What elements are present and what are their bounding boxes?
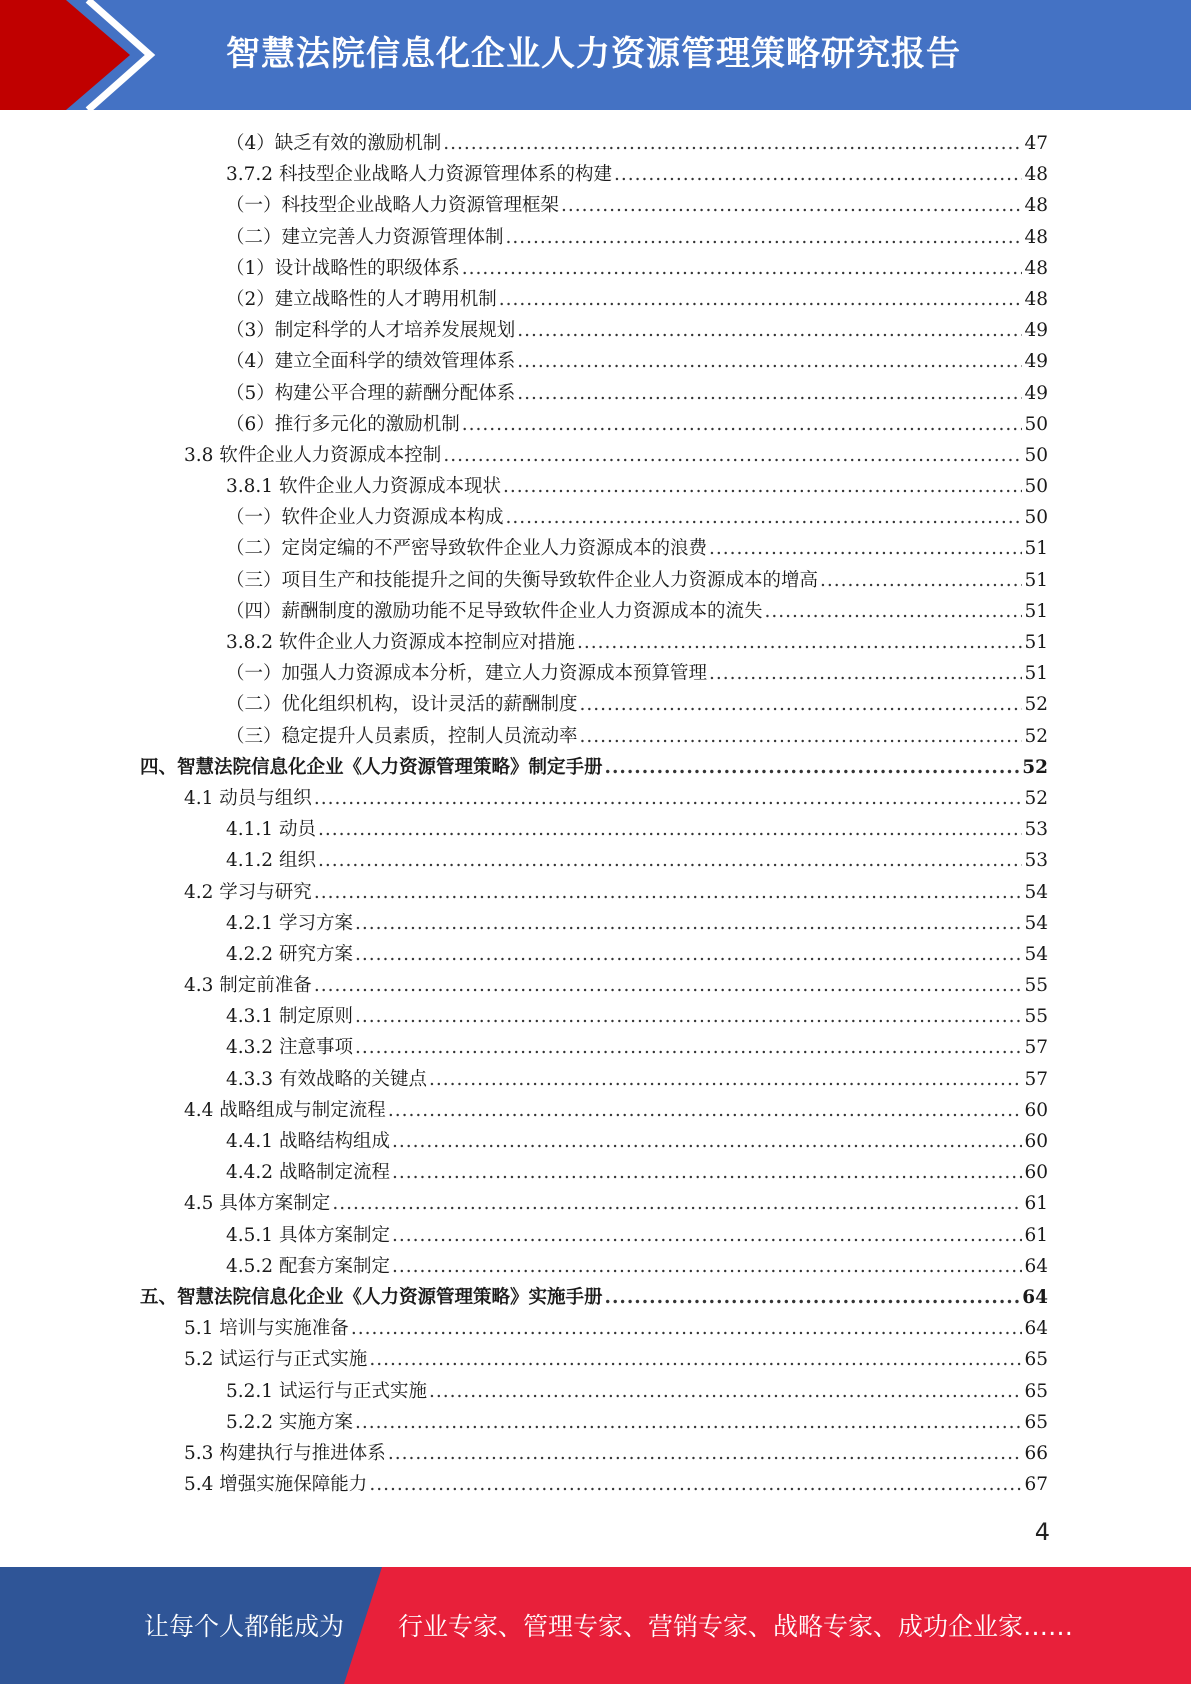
toc-dot-leader <box>709 533 1022 564</box>
toc-entry-label: 4.1.2 组织 <box>226 850 316 872</box>
toc-dot-leader <box>369 1344 1022 1375</box>
toc-dot-leader <box>392 1157 1022 1188</box>
toc-entry[interactable] <box>140 533 1048 564</box>
toc-entry-label: （6）推行多元化的激励机制 <box>226 413 460 435</box>
toc-dot-leader <box>765 596 1023 627</box>
toc-entry-page: 60 <box>1024 1131 1048 1152</box>
toc-entry-label: （二）定岗定编的不严密导致软件企业人力资源成本的浪费 <box>226 538 708 560</box>
toc-dot-leader <box>355 908 1023 939</box>
toc-entry[interactable] <box>140 596 1048 627</box>
toc-entry-label: 四、智慧法院信息化企业《人力资源管理策略》制定手册 <box>140 756 603 778</box>
toc-entry-page: 50 <box>1024 476 1048 498</box>
toc-entry[interactable] <box>140 284 1048 315</box>
toc-dot-leader <box>614 159 1022 190</box>
toc-entry-page: 49 <box>1024 382 1048 404</box>
toc-entry[interactable] <box>140 128 1048 159</box>
toc-entry-page: 49 <box>1024 351 1048 373</box>
toc-entry-label: （4）缺乏有效的激励机制 <box>226 133 442 154</box>
toc-entry[interactable] <box>140 1282 1048 1313</box>
toc-entry-label: 4.5 具体方案制定 <box>184 1193 331 1215</box>
toc-entry-page: 50 <box>1024 507 1048 529</box>
toc-entry-label: 5.3 构建执行与推进体系 <box>184 1442 386 1464</box>
toc-dot-leader <box>355 1001 1023 1032</box>
toc-entry-label: 4.4.1 战略结构组成 <box>226 1131 390 1152</box>
toc-entry[interactable] <box>140 471 1048 502</box>
toc-entry[interactable] <box>140 658 1048 689</box>
toc-entry-label: 4.4 战略组成与制定流程 <box>184 1099 386 1121</box>
toc-entry-page: 64 <box>1024 1255 1048 1277</box>
toc-entry-label: 4.1 动员与组织 <box>184 787 312 809</box>
toc-entry[interactable] <box>140 253 1048 284</box>
toc-dot-leader <box>332 1188 1022 1219</box>
toc-entry-page: 48 <box>1024 257 1048 279</box>
toc-entry[interactable] <box>140 1220 1048 1251</box>
toc-entry-page: 57 <box>1024 1068 1048 1090</box>
toc-entry[interactable] <box>140 1095 1048 1126</box>
toc-entry-page: 53 <box>1024 850 1048 872</box>
toc-entry[interactable] <box>140 1001 1048 1032</box>
toc-entry-page: 48 <box>1024 226 1048 248</box>
toc-entry-label: 3.7.2 科技型企业战略人力资源管理体系的构建 <box>226 164 612 186</box>
toc-entry-label: 4.3 制定前准备 <box>184 975 312 997</box>
toc-entry-label: 4.4.2 战略制定流程 <box>226 1162 390 1184</box>
header-arrow-graphic <box>0 0 160 110</box>
toc-dot-leader <box>388 1095 1023 1126</box>
toc-dot-leader <box>517 378 1022 409</box>
toc-dot-leader <box>499 284 1023 315</box>
toc-entry-page: 47 <box>1024 133 1048 154</box>
toc-entry-label: 4.5.1 具体方案制定 <box>226 1224 390 1246</box>
table-of-contents <box>140 128 1048 1500</box>
toc-entry[interactable] <box>140 1064 1048 1095</box>
toc-dot-leader <box>506 222 1023 253</box>
toc-entry-page: 55 <box>1024 1006 1048 1028</box>
toc-entry-label: 5.4 增强实施保障能力 <box>184 1474 368 1496</box>
toc-entry-label: 4.5.2 配套方案制定 <box>226 1255 390 1277</box>
toc-entry[interactable] <box>140 1344 1048 1375</box>
toc-entry[interactable] <box>140 689 1048 720</box>
toc-dot-leader <box>443 128 1022 159</box>
toc-entry[interactable] <box>140 939 1048 970</box>
toc-entry-page: 52 <box>1024 725 1048 747</box>
toc-entry-page: 48 <box>1024 164 1048 186</box>
toc-dot-leader <box>506 502 1023 533</box>
toc-entry[interactable] <box>140 378 1048 409</box>
toc-entry-page: 65 <box>1024 1380 1048 1402</box>
toc-entry-page: 50 <box>1024 413 1048 435</box>
toc-entry-page: 48 <box>1024 195 1048 217</box>
toc-dot-leader <box>462 253 1023 284</box>
toc-entry[interactable] <box>140 502 1048 533</box>
toc-dot-leader <box>820 565 1022 596</box>
toc-entry[interactable] <box>140 908 1048 939</box>
toc-dot-leader <box>318 814 1023 845</box>
toc-entry-label: 4.3.1 制定原则 <box>226 1006 353 1028</box>
toc-entry-label: （2）建立战略性的人才聘用机制 <box>226 288 497 310</box>
toc-dot-leader <box>517 346 1022 377</box>
toc-entry-page: 51 <box>1024 600 1048 622</box>
toc-entry-page: 61 <box>1024 1224 1048 1246</box>
toc-dot-leader <box>462 409 1023 440</box>
toc-dot-leader <box>443 440 1022 471</box>
toc-dot-leader <box>580 689 1023 720</box>
toc-dot-leader <box>355 939 1023 970</box>
toc-entry[interactable] <box>140 752 1048 783</box>
toc-entry[interactable] <box>140 1188 1048 1219</box>
toc-entry-page: 51 <box>1024 632 1048 653</box>
toc-entry[interactable] <box>140 1126 1048 1157</box>
toc-dot-leader <box>392 1251 1022 1282</box>
toc-entry-label: 5.2 试运行与正式实施 <box>184 1349 368 1371</box>
toc-dot-leader <box>314 877 1023 908</box>
toc-entry-page: 51 <box>1024 663 1048 685</box>
toc-dot-leader <box>314 970 1023 1001</box>
toc-entry-page: 64 <box>1022 1286 1048 1308</box>
toc-entry-label: 4.2.1 学习方案 <box>226 912 353 934</box>
toc-entry-label: 4.2 学习与研究 <box>184 881 312 903</box>
toc-entry-label: （一）科技型企业战略人力资源管理框架 <box>226 195 560 217</box>
toc-entry-page: 52 <box>1024 694 1048 716</box>
toc-entry-label: （一）加强人力资源成本分析，建立人力资源成本预算管理 <box>226 663 708 685</box>
toc-entry-page: 66 <box>1024 1442 1048 1464</box>
toc-entry-label: （四）薪酬制度的激励功能不足导致软件企业人力资源成本的流失 <box>226 600 763 622</box>
footer-slogan-left: 让每个人都能成为 <box>144 1612 345 1641</box>
toc-dot-leader <box>392 1220 1022 1251</box>
toc-entry-label: （二）建立完善人力资源管理体制 <box>226 226 504 248</box>
toc-entry-page: 48 <box>1024 288 1048 310</box>
document-title: 智慧法院信息化企业人力资源管理策略研究报告 <box>226 34 961 74</box>
toc-entry[interactable] <box>140 970 1048 1001</box>
toc-entry-label: （三）项目生产和技能提升之间的失衡导致软件企业人力资源成本的增高 <box>226 569 819 591</box>
toc-entry[interactable] <box>140 877 1048 908</box>
toc-entry-label: （三）稳定提升人员素质，控制人员流动率 <box>226 725 578 747</box>
toc-entry-label: （3）制定科学的人才培养发展规划 <box>226 320 516 342</box>
toc-entry-page: 54 <box>1024 912 1048 934</box>
toc-entry-label: 5.2.1 试运行与正式实施 <box>226 1380 427 1402</box>
toc-entry-page: 54 <box>1024 881 1048 903</box>
toc-entry-page: 61 <box>1024 1193 1048 1215</box>
toc-entry-label: （二）优化组织机构，设计灵活的薪酬制度 <box>226 694 578 716</box>
toc-entry[interactable] <box>140 1251 1048 1282</box>
toc-entry-page: 67 <box>1024 1474 1048 1496</box>
toc-dot-leader <box>388 1438 1023 1469</box>
toc-entry-page: 52 <box>1024 787 1048 809</box>
toc-entry-page: 54 <box>1024 943 1048 965</box>
toc-entry-label: 4.2.2 研究方案 <box>226 943 353 965</box>
toc-entry-label: 3.8.1 软件企业人力资源成本现状 <box>226 476 501 498</box>
toc-entry-page: 65 <box>1024 1411 1048 1433</box>
toc-entry-label: 3.8.2 软件企业人力资源成本控制应对措施 <box>226 632 575 653</box>
toc-entry[interactable] <box>140 190 1048 221</box>
toc-entry[interactable] <box>140 1407 1048 1438</box>
toc-entry-page: 65 <box>1024 1349 1048 1371</box>
toc-dot-leader <box>517 315 1022 346</box>
toc-entry-label: （5）构建公平合理的薪酬分配体系 <box>226 382 516 404</box>
toc-entry-page: 55 <box>1024 975 1048 997</box>
toc-dot-leader <box>369 1469 1022 1500</box>
toc-entry[interactable] <box>140 315 1048 346</box>
toc-entry[interactable] <box>140 783 1048 814</box>
toc-entry-page: 49 <box>1024 320 1048 342</box>
toc-dot-leader <box>355 1032 1023 1063</box>
toc-entry[interactable] <box>140 627 1048 658</box>
toc-dot-leader <box>709 658 1022 689</box>
toc-entry[interactable] <box>140 222 1048 253</box>
toc-entry-page: 60 <box>1024 1099 1048 1121</box>
toc-entry[interactable] <box>140 159 1048 190</box>
toc-entry-page: 50 <box>1024 444 1048 466</box>
toc-dot-leader <box>577 627 1022 658</box>
toc-entry[interactable] <box>140 1313 1048 1344</box>
toc-entry[interactable] <box>140 845 1048 876</box>
toc-dot-leader <box>318 845 1023 876</box>
footer-slogan-right: 行业专家、管理专家、营销专家、战略专家、成功企业家…… <box>398 1612 1074 1641</box>
toc-entry[interactable] <box>140 1438 1048 1469</box>
page-number: 4 <box>1034 1518 1050 1546</box>
toc-entry-page: 51 <box>1024 538 1048 560</box>
toc-entry[interactable] <box>140 440 1048 471</box>
toc-entry-label: 4.3.3 有效战略的关键点 <box>226 1068 427 1090</box>
toc-entry-label: 4.1.1 动员 <box>226 819 316 841</box>
toc-entry[interactable] <box>140 1376 1048 1407</box>
toc-entry-label: （4）建立全面科学的绩效管理体系 <box>226 351 516 373</box>
toc-entry[interactable] <box>140 409 1048 440</box>
toc-entry-page: 64 <box>1024 1318 1048 1340</box>
header-banner <box>0 0 1191 110</box>
toc-entry[interactable] <box>140 1157 1048 1188</box>
toc-entry-label: （一）软件企业人力资源成本构成 <box>226 507 504 529</box>
toc-entry-page: 52 <box>1022 756 1048 778</box>
toc-dot-leader <box>503 471 1022 502</box>
toc-entry-label: 5.2.2 实施方案 <box>226 1411 353 1433</box>
toc-entry[interactable] <box>140 565 1048 596</box>
toc-entry[interactable] <box>140 814 1048 845</box>
toc-dot-leader <box>561 190 1022 221</box>
toc-entry-label: 5.1 培训与实施准备 <box>184 1318 349 1340</box>
toc-dot-leader <box>429 1376 1022 1407</box>
toc-entry[interactable] <box>140 1032 1048 1063</box>
footer-banner <box>0 1567 1191 1684</box>
toc-dot-leader <box>429 1064 1022 1095</box>
toc-entry-label: （1）设计战略性的职级体系 <box>226 257 460 279</box>
toc-entry[interactable] <box>140 346 1048 377</box>
toc-entry[interactable] <box>140 1469 1048 1500</box>
toc-dot-leader <box>314 783 1023 814</box>
toc-entry-page: 57 <box>1024 1037 1048 1059</box>
toc-dot-leader <box>580 721 1023 752</box>
toc-entry-page: 60 <box>1024 1162 1048 1184</box>
toc-dot-leader <box>351 1313 1023 1344</box>
toc-dot-leader <box>392 1126 1022 1157</box>
toc-entry-page: 51 <box>1024 569 1048 591</box>
toc-entry[interactable] <box>140 721 1048 752</box>
toc-dot-leader <box>605 1282 1021 1313</box>
toc-entry-page: 53 <box>1024 819 1048 841</box>
toc-dot-leader <box>605 752 1021 783</box>
toc-entry-label: 4.3.2 注意事项 <box>226 1037 353 1059</box>
toc-entry-label: 3.8 软件企业人力资源成本控制 <box>184 444 442 466</box>
toc-entry-label: 五、智慧法院信息化企业《人力资源管理策略》实施手册 <box>140 1286 603 1308</box>
toc-dot-leader <box>355 1407 1023 1438</box>
